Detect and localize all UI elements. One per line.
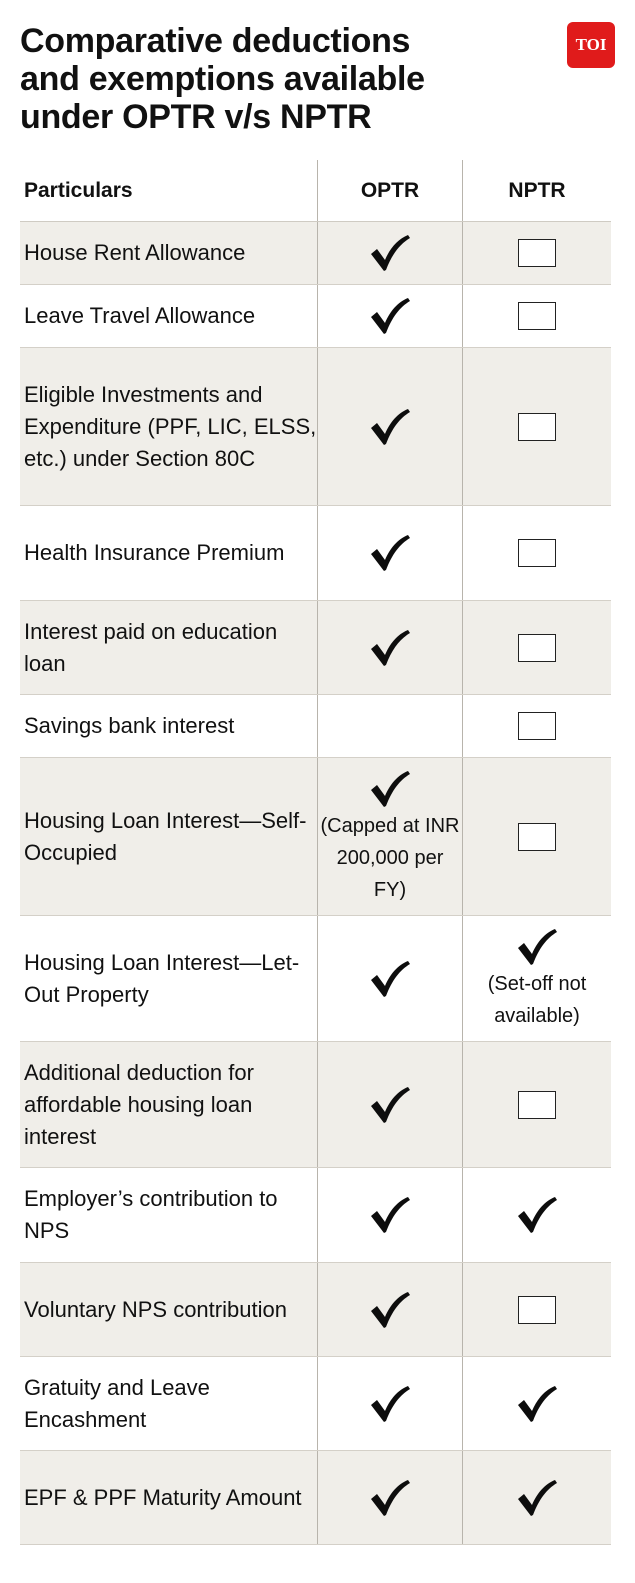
row-optr-cell: [317, 348, 463, 505]
row-optr-cell: [317, 1168, 463, 1262]
row-nptr-cell: [463, 285, 611, 347]
checkmark-icon: [368, 1194, 412, 1236]
row-particular: Additional deduction for affordable housing loan interest: [24, 1059, 254, 1149]
table-row: [20, 1263, 611, 1357]
row-nptr-cell: [463, 916, 611, 1041]
checkmark-icon: [368, 1477, 412, 1519]
row-particular: Eligible Investments and Expenditure (PPF, LIC, ELSS, etc.) under Section 80C: [24, 381, 317, 471]
row-particular: Voluntary NPS contribution: [24, 1296, 287, 1322]
row-particular: Leave Travel Allowance: [24, 303, 256, 328]
checkmark-icon: [368, 958, 412, 1000]
header-particulars: Particulars: [24, 178, 133, 202]
row-particular: Interest paid on education loan: [24, 618, 278, 676]
row-particular: EPF & PPF Maturity Amount: [24, 1484, 302, 1510]
row-nptr-cell: [463, 695, 611, 757]
row-optr-cell: [317, 1263, 463, 1356]
row-optr-cell: [317, 222, 463, 284]
table-row: [20, 916, 611, 1042]
checkmark-icon: [368, 768, 412, 810]
row-particular: Gratuity and Leave Encashment: [24, 1374, 210, 1432]
comparison-table: [20, 160, 611, 1545]
row-particular: Employer’s contribution to NPS: [24, 1186, 278, 1243]
checkmark-icon: [515, 1194, 559, 1236]
empty-box-icon: [518, 239, 556, 267]
checkmark-icon: [368, 627, 412, 669]
checkmark-icon: [368, 232, 412, 274]
row-optr-cell: [317, 1451, 463, 1544]
title-line-2: and exemptions available: [20, 60, 425, 98]
checkmark-icon: [368, 295, 412, 337]
table-header-row: [20, 160, 611, 222]
row-nptr-cell: [463, 1263, 611, 1356]
row-optr-cell: [317, 758, 463, 915]
row-optr-cell: [317, 1042, 463, 1167]
row-nptr-cell: [463, 506, 611, 600]
title-line-3: under OPTR v/s NPTR: [20, 98, 372, 136]
row-nptr-cell: [463, 1357, 611, 1450]
row-optr-cell: [317, 1357, 463, 1450]
page-title: [20, 22, 540, 136]
row-particular: Health Insurance Premium: [24, 540, 285, 565]
table-row: [20, 1451, 611, 1545]
toi-logo: TOI: [567, 22, 615, 68]
empty-box-icon: [518, 1296, 556, 1324]
table-row: [20, 1042, 611, 1168]
row-nptr-cell: [463, 1042, 611, 1167]
checkmark-icon: [368, 1084, 412, 1126]
table-row: [20, 348, 611, 506]
checkmark-icon: [368, 1289, 412, 1331]
row-nptr-cell: [463, 1168, 611, 1262]
table-row: [20, 222, 611, 285]
empty-box-icon: [518, 823, 556, 851]
title-line-1: Comparative deductions: [20, 22, 411, 60]
row-optr-cell: [317, 695, 463, 757]
row-particular: Housing Loan Interest—Self-Occupied: [24, 807, 307, 865]
checkmark-icon: [368, 1383, 412, 1425]
header-nptr: NPTR: [508, 178, 566, 202]
table-row: [20, 758, 611, 916]
row-optr-cell: [317, 285, 463, 347]
row-optr-cell: [317, 601, 463, 694]
empty-box-icon: [518, 302, 556, 330]
table-row: [20, 285, 611, 348]
row-optr-cell: [317, 916, 463, 1041]
row-nptr-cell: [463, 222, 611, 284]
row-particular: Savings bank interest: [24, 713, 235, 738]
header-optr: OPTR: [317, 160, 463, 221]
row-particular: House Rent Allowance: [24, 240, 246, 265]
row-particular: Housing Loan Interest—Let-Out Property: [24, 949, 300, 1007]
checkmark-icon: [515, 926, 559, 968]
checkmark-icon: [368, 406, 412, 448]
empty-box-icon: [518, 539, 556, 567]
checkmark-icon: [368, 532, 412, 574]
row-optr-cell: [317, 506, 463, 600]
checkmark-icon: [515, 1477, 559, 1519]
row-nptr-cell: [463, 758, 611, 915]
nptr-note: (Set-off not available): [487, 972, 587, 1027]
table-row: [20, 601, 611, 695]
table-row: [20, 695, 611, 758]
optr-note: (Capped at INR 200,000 per FY): [320, 814, 460, 901]
row-nptr-cell: [463, 601, 611, 694]
checkmark-icon: [515, 1383, 559, 1425]
empty-box-icon: [518, 1091, 556, 1119]
row-nptr-cell: [463, 348, 611, 505]
table-row: [20, 1357, 611, 1451]
empty-box-icon: [518, 413, 556, 441]
empty-box-icon: [518, 712, 556, 740]
table-row: [20, 1168, 611, 1263]
row-nptr-cell: [463, 1451, 611, 1544]
table-row: [20, 506, 611, 601]
empty-box-icon: [518, 634, 556, 662]
